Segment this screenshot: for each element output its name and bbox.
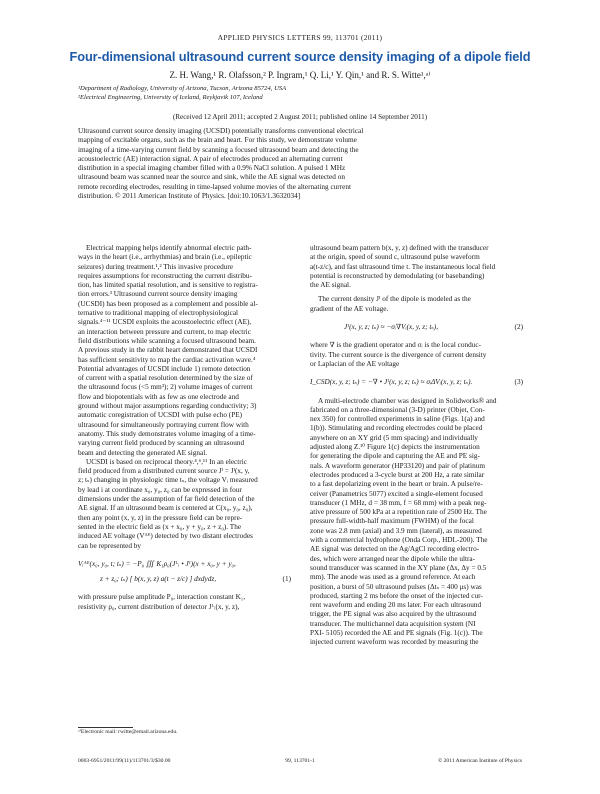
affiliation-2: ²Electrical Engineering, University of Iceland, Reykjavik 107, Iceland [78,94,263,102]
text-line: (UCSDI) has been proposed as a complement and possible al- [78,299,258,308]
equation-3-number: (3) [514,378,523,387]
text-line: 1(b)). Stimulating and recording electrodes could be placed [310,424,483,433]
footer-page-number: 99, 113701-1 [285,758,315,764]
equation-1-line-2: z + z₀; tₛ) [ b(x, y, z) a(t − z/c) ] dxdydz, [100,575,217,584]
text-line: mm). The anode was used as a ground reference. At each [310,573,476,582]
text-line: gradient of the AE voltage. [310,304,389,313]
text-line: anatomy. This study demonstrates volume imaging of a time- [78,429,256,438]
publication-dates: (Received 12 April 2011; accepted 2 August 2011; published online 14 September 2011) [172,113,428,121]
text-line: an interaction between pressure and current, to map electric [78,327,251,336]
footer-issn: 0003-6951/2011/99(11)/113701/3/$30.00 [78,758,171,764]
abstract-line: Ultrasound current source density imaging (UCSDI) potentially transforms conventional electrical [78,127,364,135]
text-line: ceiver (Panametrics 5077) excited a single-element focused [310,489,483,498]
equation-3 [310,378,523,387]
gradient-paragraph [310,341,523,369]
text-line: where ∇ is the gradient operator and σᵢ is the local conduc- [310,341,482,350]
text-line: potential is reconstructed by demodulating (or basebanding) [310,271,485,280]
affiliation-1: ¹Department of Radiology, University of Arizona, Tucson, Arizona 85724, USA [78,85,287,92]
abstract-line: acoustoelectric (AE) interaction signal. A pair of electrodes produced an alternating current [78,154,343,163]
abstract-line: remote recording electrodes, resulting in time-lapsed volume movies of the alternating current [78,182,351,191]
text-line: can be represented by [78,541,142,550]
text-line: at the origin, speed of sound c, ultrasound pulse waveform [310,253,480,262]
theory-paragraph [78,458,291,551]
text-line: AE signal was detected on the Ag/AgCl recording electro- [310,545,480,554]
footnote-email: ᵃ⁾Electronic mail: rwitte@email.arizona.edu. [78,729,178,735]
abstract-line: distribution in a special imaging chamber filled with a 0.9% NaCl solution. A pulsed 1 MHz [78,164,346,173]
text-line: ground without major assumptions regarding conductivity; 3) [78,402,257,411]
methods-paragraph [310,397,523,648]
text-line: ternative to traditional mapping of electrophysiological [78,309,239,318]
abstract-line: ultrasound beam was scanned near the source and sink, while the AE signal was detected on [78,173,345,182]
text-line: ways in the heart (i.e., arrhythmias) and brain (i.e., epileptic [78,253,252,262]
text-line: AE signal. If an ultrasound beam is centered at C(x₀, y₀, z₀), [78,504,253,513]
text-line: to a fast depolarizing event in the heart or brain. A pulse/re- [310,480,483,489]
text-line: resistivity ρ₀, current distribution of detector Jᴸᵢ(x, y, z), [78,602,240,611]
text-line: the ultrasound focus (<5 mm³); 2) volume images of current [78,383,253,392]
affiliations [78,84,286,102]
text-line: then any point (x, y, z) in the pressure field can be repre- [78,513,243,522]
text-line: signals.⁴⁻¹¹ UCSDI exploits the acoustoelectric effect (AE), [78,318,252,327]
dipole-paragraph [310,295,523,314]
text-line: by lead i at coordinate x₀, y₀, z₀ can be expressed in four [78,485,242,494]
text-line: sented in the electric field as (x + x₀, y + y₀, z + z₀). The [78,522,242,531]
abstract [78,127,520,201]
text-line: transducer (1 MHz, d = 38 mm, f = 68 mm) with a peak neg- [310,498,487,507]
text-line: pressure full-width-half maximum (FWHM) of the focal [310,517,474,526]
text-line: varying current field produced by scanning an ultrasound [78,439,245,448]
text-line: electrodes produced a 3-cycle burst at 200 Hz, a rate similar [310,470,485,479]
text-line: requires assumptions for reconstructing the current distribu- [78,271,252,280]
text-line: dimensions under the assumption of far field detection of the [78,495,255,504]
text-line: induced AE voltage (Vᴬᴱ) detected by two distant electrodes [78,532,253,541]
text-line: or Laplacian of the AE voltage [310,359,400,368]
equation-2 [310,323,523,332]
text-line: ultrasound beam pattern b(x, y, z) defined with the transducer [310,244,489,252]
equation-3-body: I_CSD(x, y, z; tₛ) = −∇ • Jᴵ(x, y, z; tₛ) ≈ σᵢΔVᵢ(x, y, z; tₛ). [310,378,473,387]
text-line: nex 350) for controlled experiments in saline (Figs. 1(a) and [310,415,485,424]
text-line: zone was 2.8 mm (axial) and 3.9 mm (lateral), as measured [310,526,482,535]
text-line: has sufficient sensitivity to map the cardiac activation wave.⁴ [78,355,256,364]
abstract-line: distribution. © 2011 American Institute of Physics. [doi:10.1063/1.3632034] [78,192,301,201]
text-line: The current density Jᴵ of the dipole is modeled as the [318,295,471,304]
text-line: z; tₛ) changing in physiologic time tₛ, the voltage Vᵢ measured [78,476,258,485]
text-line: tion, has limited spatial resolution, and is sensitive to registra- [78,281,258,290]
text-line: Electrical mapping helps identify abnormal electric path- [86,244,252,252]
paper-title: Four-dimensional ultrasound current source density imaging of a dipole field [69,49,531,64]
text-line: flow and biopotentials with as few as one electrode and [78,392,239,401]
text-line: the AE signal. [310,281,351,290]
journal-header: APPLIED PHYSICS LETTERS 99, 113701 (2011) [217,33,383,42]
text-line: of current with a spatial resolution determined by the size of [78,374,253,383]
equation-2-body: Jᴵ(x, y, z; tₛ) ≈ −σᵢ∇Vᵢ(x, y, z; tₛ), [344,323,439,332]
text-line: for generating the dipole and capturing the AE and PE sig- [310,452,480,461]
text-line: nals. A waveform generator (HP33120) and pair of platinum [310,461,485,470]
equation-2-number: (2) [514,323,523,332]
text-line: PXI- 5105) recorded the AE and PE signals (Fig. 1(c)). The [310,628,483,637]
text-line: produced, starting 2 ms before the onset of the injected cur- [310,591,483,600]
text-line: injected current waveform was recorded by measuring the [310,638,479,647]
beam-paragraph [310,244,523,290]
text-line: transducer. The multichannel data acquisition system (NI [310,619,476,628]
text-line: with a commercial hydrophone (Onda Corp., HDL-200). The [310,536,488,545]
text-line: ultrasound for simultaneously portraying current flow with [78,420,249,429]
text-line: seizures) during treatment.¹,² This invasive procedure [78,262,234,271]
text-line: A multi-electrode chamber was designed in Solidworks® and [318,396,497,405]
equation-1-number: (1) [282,575,291,584]
abstract-line: imaging of a time-varying current field by scanning a focused ultrasound beam and detecting the [78,145,359,154]
intro-paragraph [78,244,291,458]
text-line: fabricated on a three-dimensional (3-D) printer (Objet, Con- [310,405,485,414]
equation-1-line-1: Vᵢᴬᴱ(x₀, y₀, t; tₛ) = −P₀ ∭ K₁ρ₀(Jᴸᵢ • Jᴵ)(x + x₀, y + y₀, [78,559,236,568]
text-line: position, a burst of 50 ultrasound pulses (Δtₛ = 400 μs) was [310,582,482,591]
text-line: trigger, the PE signal was also acquired by the ultrasound [310,610,477,619]
text-line: tion errors.³ Ultrasound current source density imaging [78,290,238,299]
text-line: sound transducer was scanned in the XY plane (Δx, Δy = 0.5 [310,563,487,572]
text-line: with pressure pulse amplitude P₀, interaction constant K₁, [78,593,246,602]
left-column [78,244,291,612]
text-line: anywhere on an XY grid (5 mm spacing) and individually [310,433,478,442]
footnote-rule [78,727,133,728]
author-list: Z. H. Wang,¹ R. Olafsson,² P. Ingram,¹ Q. Li,¹ Y. Qin,¹ and R. S. Witte¹,ᵃ⁾ [169,70,431,80]
text-line: field produced from a distributed current source Jᴵ = Jᴵ(x, y, [78,467,250,476]
text-line: rent waveform and ending 20 ms later. For each ultrasound [310,601,482,610]
text-line: a(t-z/c), and fast ultrasound time t. The instantaneous local field [310,262,496,271]
text-line: adjusted along Z.¹⁰ Figure 1(c) depicts the instrumentation [310,443,480,452]
text-line: ative pressure of 500 kPa at a repetition rate of 2500 Hz. The [310,508,487,517]
text-line: automatic coregistration of UCSDI with pulse echo (PE) [78,411,243,420]
text-line: A previous study in the rabbit heart demonstrated that UCSDI [78,346,258,355]
params-paragraph [78,593,291,612]
right-column [310,244,523,648]
footer-copyright: © 2011 American Institute of Physics [437,758,522,764]
abstract-line: mapping of excitable organs, such as the brain and heart. For this study, we demonstrate volume [78,136,357,145]
equation-1 [78,560,291,585]
text-line: UCSDI is based on reciprocal theory.⁴,⁶,¹¹ In an electric [86,457,247,466]
text-line: des, which were arranged near the dipole while the ultra- [310,554,476,563]
text-line: beam and detecting the generated AE signal. [78,448,208,457]
text-line: tivity. The current source is the divergence of current density [310,350,487,359]
text-line: Potential advantages of UCSDI include 1) remote detection [78,364,251,373]
text-line: field distributions while scanning a focused ultrasound beam. [78,336,256,345]
